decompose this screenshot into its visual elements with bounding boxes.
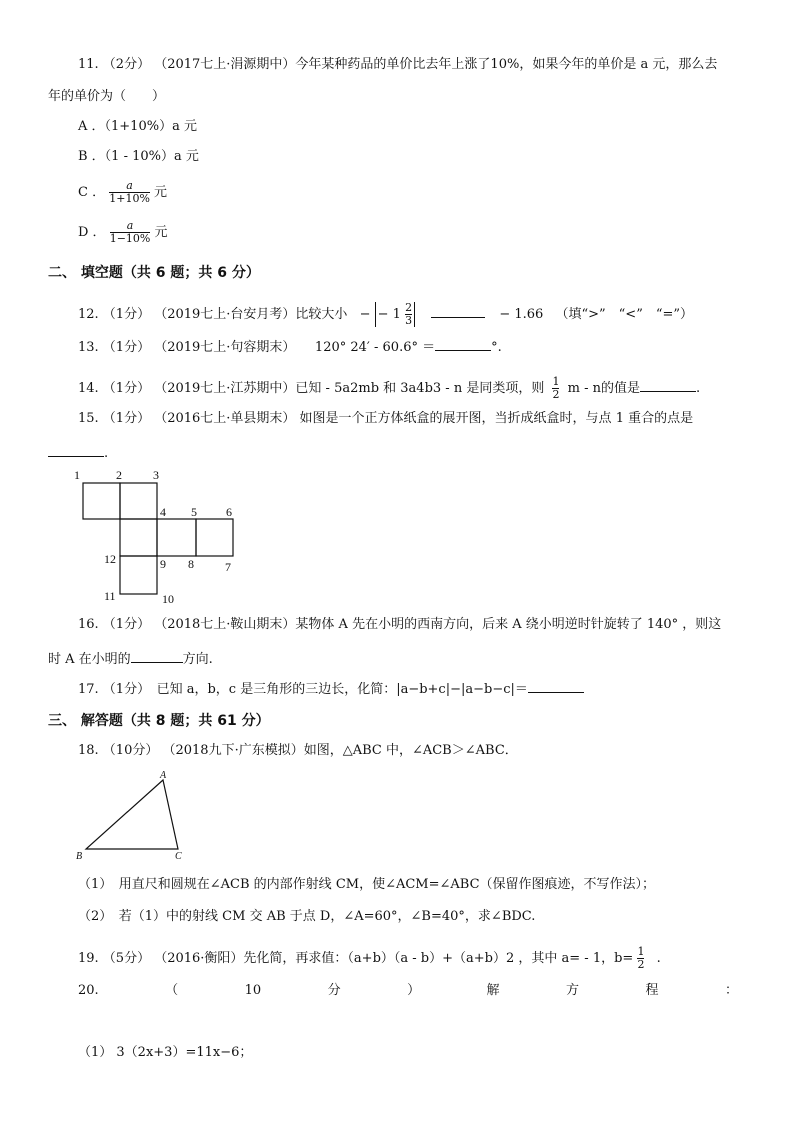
q19-prefix: 19. （5分） （2016·衡阳）先化简，再求值：（a+b）（a - b）+（a+b）2 ，其中 a= - 1，b= <box>78 951 634 966</box>
vertex-label-c: C <box>175 851 182 862</box>
q12-expression <box>359 301 420 327</box>
net-square <box>120 483 157 519</box>
net-label: 11 <box>104 589 116 603</box>
net-square <box>120 556 157 594</box>
q11-option-d-label: D ． <box>78 225 106 240</box>
q19-end: . <box>656 951 661 966</box>
q14-fraction <box>552 376 559 401</box>
net-label: 3 <box>153 468 159 482</box>
fraction-denominator: 1+10% <box>109 192 150 205</box>
net-label: 4 <box>160 505 166 519</box>
vertex-label-a: A <box>160 770 167 781</box>
absolute-value <box>375 302 415 327</box>
q17-line <box>78 678 584 699</box>
fraction-denominator: 1−10% <box>109 232 151 245</box>
q12-prefix: 12. （1分） （2019七上·台安月考）比较大小 <box>78 307 348 322</box>
q12-answer-blank[interactable] <box>431 303 485 318</box>
q19-line <box>78 946 661 971</box>
section-title-fill-in: 二、 填空题（共 6 题；共 6 分） <box>48 265 260 281</box>
net-label: 6 <box>226 505 232 519</box>
q18-sub1: （1） 用直尺和圆规在∠ACB 的内部作射线 CM，使∠ACM=∠ABC（保留作图痕迹，不写作法）； <box>78 877 656 892</box>
fraction-denominator: 3 <box>405 314 413 327</box>
q19-fraction <box>637 946 644 971</box>
cube-net-figure <box>70 466 250 610</box>
net-square <box>157 519 196 556</box>
q14-answer-blank[interactable] <box>640 377 696 392</box>
section-title-solve: 三、 解答题（共 8 题；共 61 分） <box>48 713 270 729</box>
q20-word: 解 <box>486 983 500 998</box>
q15-end: . <box>104 446 109 461</box>
q18-sub2: （2） 若（1）中的射线 CM 交 AB 于点 D，∠A=60°，∠B=40°，求∠BDC. <box>78 909 536 924</box>
q15-answer-blank[interactable] <box>48 442 104 457</box>
q15-line2 <box>48 442 108 463</box>
q11-option-c <box>78 180 167 205</box>
fraction-numerator: a <box>126 179 133 192</box>
net-label: 10 <box>162 592 174 606</box>
q14-suffix: m - n的值是 <box>567 381 640 396</box>
net-label: 2 <box>116 468 122 482</box>
vertex-label-b: B <box>76 851 83 862</box>
minus-sign: − <box>359 307 371 322</box>
q16-line2-prefix: 时 A 在小明的 <box>48 652 131 667</box>
q11-option-b: B ．（1 - 10%）a 元 <box>78 149 199 164</box>
net-label: 5 <box>191 505 197 519</box>
q13-answer-blank[interactable] <box>435 336 491 351</box>
q18-line1: 18. （10分） （2018九下·广东模拟）如图，△ABC 中，∠ACB＞∠ABC． <box>78 743 518 758</box>
q11-option-a: A ．（1+10%）a 元 <box>78 119 197 134</box>
q11-option-d <box>78 220 168 245</box>
q14-line <box>78 376 700 401</box>
q20-word: 程 <box>645 983 659 998</box>
q20-paren-open: （ <box>165 983 179 998</box>
triangle-abc <box>86 780 178 849</box>
q11-option-d-unit: 元 <box>154 225 168 240</box>
q11-option-d-fraction <box>110 220 151 245</box>
q20-colon: ： <box>724 983 738 998</box>
fraction-numerator: 1 <box>552 375 560 388</box>
net-label: 9 <box>160 557 166 571</box>
net-square <box>83 483 120 519</box>
q12-suffix: （填“>” “<” “=”） <box>555 307 694 322</box>
fraction-denominator: 2 <box>552 388 560 401</box>
q20-paren-close: ） <box>407 983 421 998</box>
net-label: 7 <box>225 560 231 574</box>
q20-line <box>78 982 738 1000</box>
q12-compare-value: − 1.66 <box>499 307 544 322</box>
q11-line1: 11. （2分） （2017七上·涓源期中）今年某种药品的单价比去年上涨了10%，如果今年的单价是 a 元，那么去 <box>78 57 718 72</box>
q14-end: . <box>695 381 701 396</box>
q15-line1: 15. （1分） （2016七上·单县期末） 如图是一个正方体纸盒的展开图，当折成纸盒时，与点 1 重合的点是 <box>78 411 694 426</box>
net-label: 8 <box>188 557 194 571</box>
net-label: 12 <box>104 552 116 566</box>
q11-option-c-label: C ． <box>78 185 106 200</box>
q20-sub1: （1） 3（2x+3）=11x−6； <box>78 1045 253 1060</box>
q11-option-c-fraction <box>109 180 150 205</box>
q13-prefix: 13. （1分） （2019七上·句容期末） 120° 24′ - 60.6° ＝ <box>78 340 436 355</box>
q17-answer-blank[interactable] <box>528 678 584 693</box>
mixed-number-fraction <box>405 302 412 327</box>
q12-line <box>78 302 693 327</box>
mixed-number-whole: − 1 <box>377 307 401 322</box>
q20-points-unit: 分 <box>327 983 341 998</box>
q20-number: 20. <box>78 983 99 998</box>
q16-answer-blank[interactable] <box>131 648 183 663</box>
net-square <box>196 519 233 556</box>
q14-prefix: 14. （1分） （2019七上·江苏期中）已知 - 5a2mb 和 3a4b3 - n 是同类项，则 <box>78 381 545 396</box>
fraction-numerator: 2 <box>405 301 413 314</box>
q20-points: 10 <box>244 983 262 998</box>
net-square <box>120 519 157 556</box>
net-label: 1 <box>74 468 80 482</box>
q11-option-c-unit: 元 <box>154 185 168 200</box>
triangle-abc-figure <box>72 770 192 864</box>
q11-line2: 年的单价为（ ） <box>48 89 166 104</box>
q13-suffix: °. <box>491 340 502 355</box>
q13-line <box>78 336 502 357</box>
q20-word: 方 <box>566 983 580 998</box>
q16-line1: 16. （1分） （2018七上·鞍山期末）某物体 A 先在小明的西南方向，后来 A 绕小明逆时针旋转了 140° ，则这 <box>78 617 722 632</box>
fraction-numerator: a <box>126 219 134 232</box>
q16-line2 <box>48 648 213 669</box>
fraction-denominator: 2 <box>637 958 645 971</box>
fraction-numerator: 1 <box>637 945 645 958</box>
q17-prefix: 17. （1分） 已知 a，b，c 是三角形的三边长，化简：|a−b+c|−|a−b−c|＝ <box>78 682 528 697</box>
q16-line2-suffix: 方向. <box>182 652 213 667</box>
